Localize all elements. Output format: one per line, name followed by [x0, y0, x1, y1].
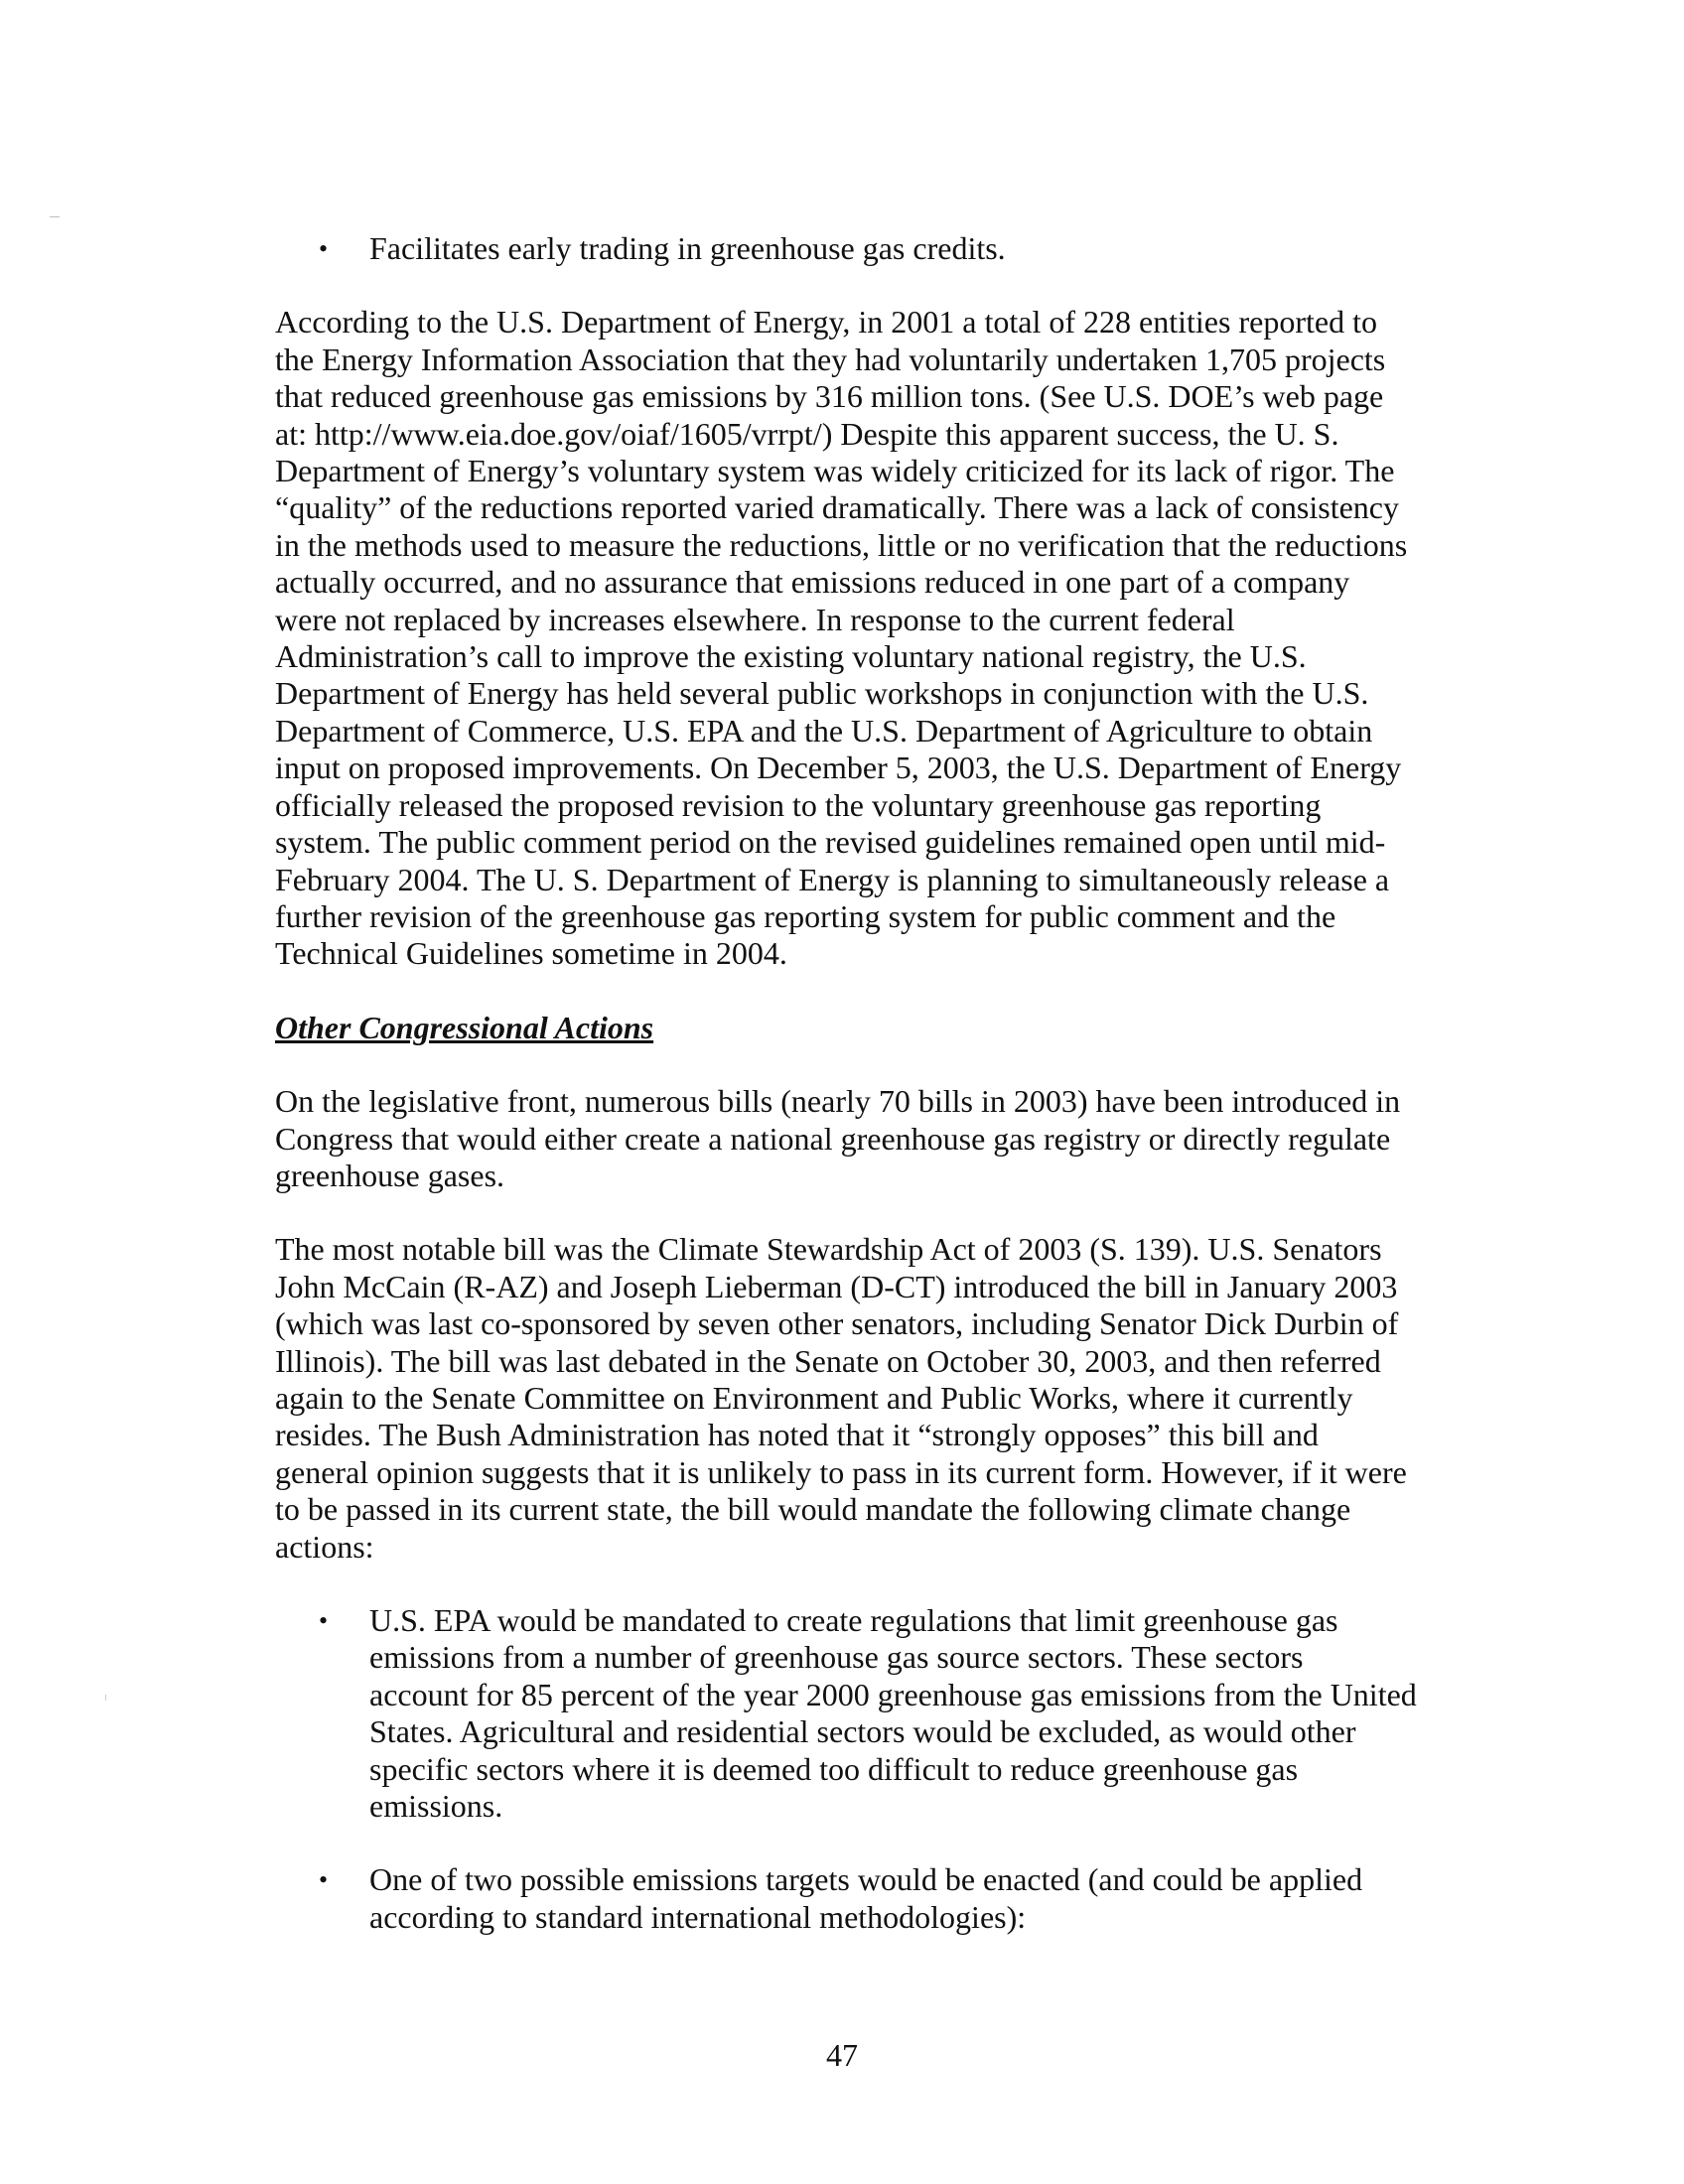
text-line: Congress that would either create a national greenhouse gas registry or directly regulate	[275, 1120, 1391, 1157]
text-line: Illinois). The bill was last debated in the Senate on October 30, 2003, and then referred	[275, 1342, 1381, 1379]
bullet-text: Facilitates early trading in greenhouse gas credits.	[369, 230, 1006, 266]
text-line: system. The public comment period on the revised guidelines remained open until mid-	[275, 824, 1386, 861]
bullet-item-emissions-targets	[275, 1861, 1447, 1936]
bullet-icon: •	[319, 1606, 329, 1635]
section-heading: Other Congressional Actions	[275, 1009, 654, 1045]
text-line: Department of Commerce, U.S. EPA and the U.S. Department of Agriculture to obtain	[275, 712, 1373, 749]
text-line: according to standard international methodologies):	[369, 1898, 1027, 1935]
page-number: 47	[826, 2037, 858, 2073]
document-body	[275, 230, 1447, 1936]
scan-mark	[50, 216, 60, 217]
text-line: February 2004. The U. S. Department of Energy is planning to simultaneously release a	[275, 861, 1390, 897]
text-line: account for 85 percent of the year 2000 greenhouse gas emissions from the United	[369, 1676, 1417, 1712]
text-line: States. Agricultural and residential sectors would be excluded, as would other	[369, 1713, 1356, 1750]
text-line: in the methods used to measure the reductions, little or no verification that the reductions	[275, 526, 1408, 563]
text-line: specific sectors where it is deemed too difficult to reduce greenhouse gas	[369, 1750, 1299, 1787]
text-line: John McCain (R-AZ) and Joseph Lieberman (D-CT) introduced the bill in January 2003	[275, 1268, 1398, 1304]
bullet-text	[369, 1861, 1447, 1936]
paragraph-doe-registry	[275, 304, 1447, 972]
text-line: greenhouse gases.	[275, 1157, 505, 1193]
paragraph-legislative-front	[275, 1083, 1447, 1194]
bullet-item-trading	[275, 230, 1447, 267]
text-line: One of two possible emissions targets would be enacted (and could be applied	[369, 1861, 1363, 1898]
scan-mark	[105, 1695, 106, 1701]
bullet-text	[369, 1602, 1447, 1825]
text-line: further revision of the greenhouse gas reporting system for public comment and the	[275, 897, 1336, 934]
text-line: Technical Guidelines sometime in 2004.	[275, 935, 787, 972]
text-line: Administration’s call to improve the existing voluntary national registry, the U.S.	[275, 638, 1307, 675]
bullet-item-epa-regulations	[275, 1602, 1447, 1825]
paragraph-climate-stewardship-act	[275, 1231, 1447, 1566]
text-line: (which was last co-sponsored by seven other senators, including Senator Dick Durbin of	[275, 1305, 1399, 1342]
text-line: actually occurred, and no assurance that emissions reduced in one part of a company	[275, 564, 1350, 601]
text-line: “quality” of the reductions reported varied dramatically. There was a lack of consistency	[275, 489, 1399, 526]
text-line: resides. The Bush Administration has noted that it “strongly opposes” this bill and	[275, 1417, 1319, 1453]
text-line: again to the Senate Committee on Environment and Public Works, where it currently	[275, 1379, 1353, 1416]
text-line: to be passed in its current state, the bill would mandate the following climate change	[275, 1491, 1351, 1528]
text-line: at: http://www.eia.doe.gov/oiaf/1605/vrrpt/) Despite this apparent success, the U. S.	[275, 415, 1339, 452]
text-line: the Energy Information Association that they had voluntarily undertaken 1,705 projects	[275, 341, 1386, 377]
text-line: were not replaced by increases elsewhere. In response to the current federal	[275, 601, 1235, 637]
text-line: Department of Energy has held several public workshops in conjunction with the U.S.	[275, 675, 1369, 712]
text-line: The most notable bill was the Climate Stewardship Act of 2003 (S. 139). U.S. Senators	[275, 1231, 1382, 1268]
text-line: input on proposed improvements. On December 5, 2003, the U.S. Department of Energy	[275, 750, 1402, 786]
text-line: emissions.	[369, 1788, 503, 1825]
text-line: U.S. EPA would be mandated to create regulations that limit greenhouse gas	[369, 1602, 1338, 1638]
text-line: officially released the proposed revision to the voluntary greenhouse gas reporting	[275, 786, 1322, 823]
text-line: Department of Energy’s voluntary system was widely criticized for its lack of rigor. The	[275, 453, 1395, 489]
text-line: actions:	[275, 1528, 374, 1565]
text-line: emissions from a number of greenhouse gas source sectors. These sectors	[369, 1639, 1304, 1676]
text-line: According to the U.S. Department of Energy, in 2001 a total of 228 entities reported to	[275, 304, 1377, 341]
bullet-icon: •	[319, 234, 329, 263]
text-line: On the legislative front, numerous bills (nearly 70 bills in 2003) have been introduced in	[275, 1083, 1401, 1120]
text-line: that reduced greenhouse gas emissions by 316 million tons. (See U.S. DOE’s web page	[275, 378, 1384, 415]
text-line: general opinion suggests that it is unlikely to pass in its current form. However, if it were	[275, 1453, 1407, 1490]
bullet-icon: •	[319, 1865, 329, 1895]
